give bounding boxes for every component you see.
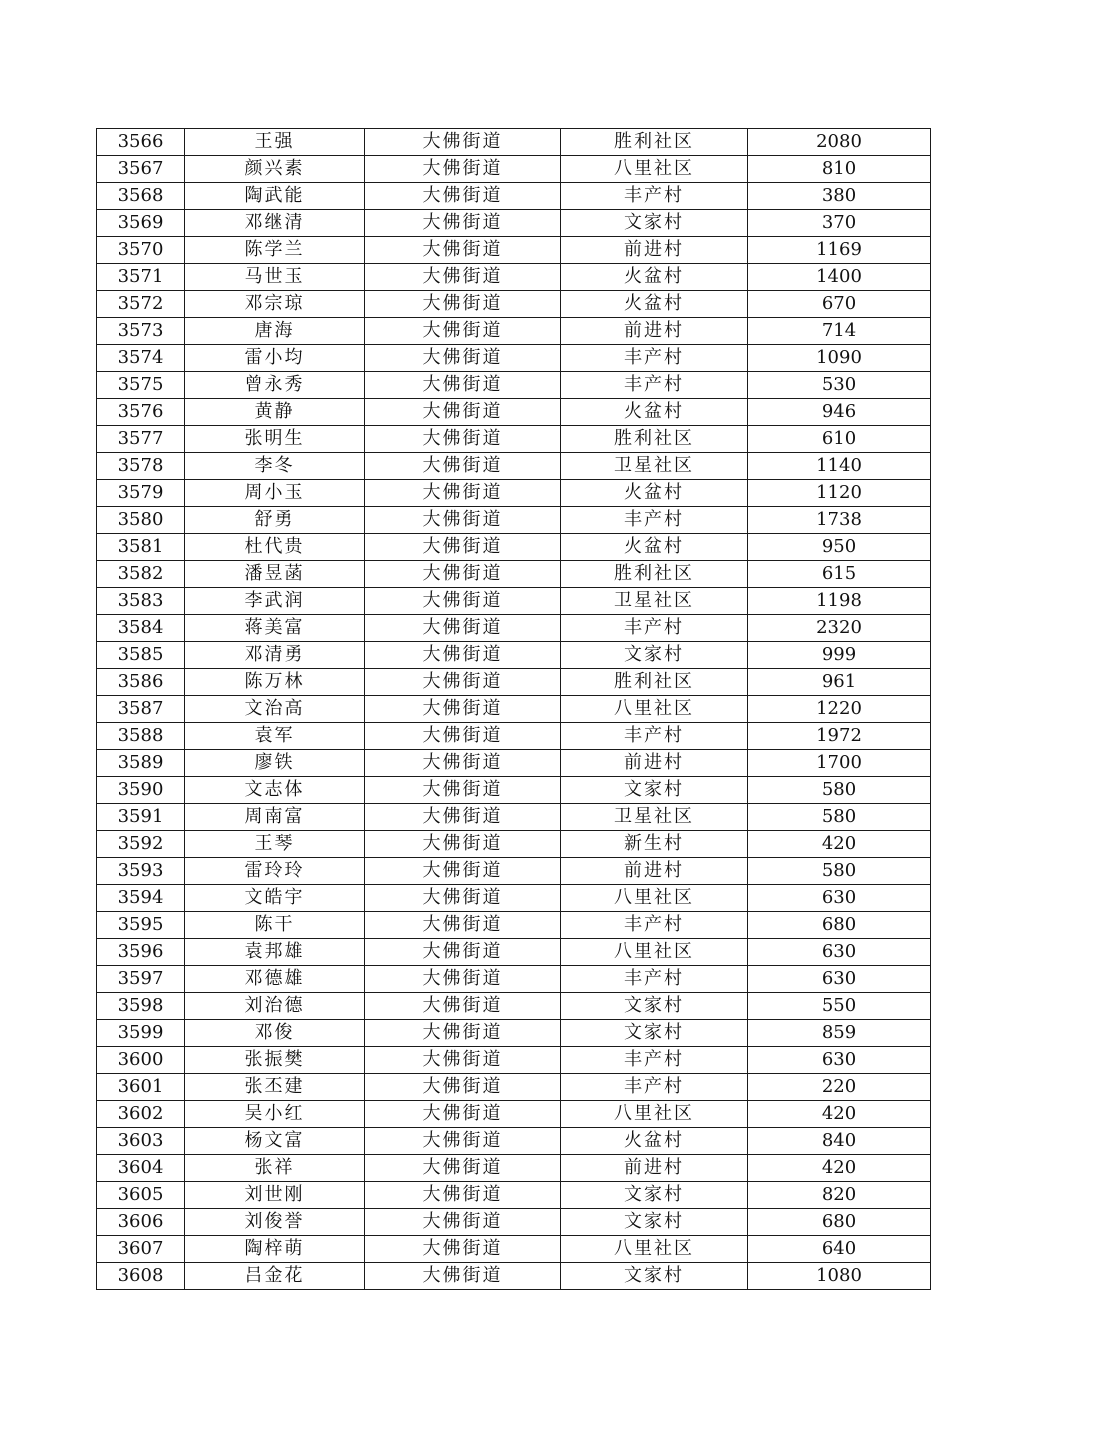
person-name-cell: 文志体 [185,777,365,804]
street-name-cell: 大佛街道 [365,1155,561,1182]
person-name-cell: 李武润 [185,588,365,615]
table-row [97,453,931,480]
amount-cell: 630 [748,1047,931,1074]
person-name-cell: 黄静 [185,399,365,426]
table-row [97,642,931,669]
amount-cell: 220 [748,1074,931,1101]
amount-cell: 1169 [748,237,931,264]
serial-number-cell: 3580 [97,507,185,534]
person-name-cell: 雷小均 [185,345,365,372]
serial-number-cell: 3566 [97,129,185,156]
street-name-cell: 大佛街道 [365,588,561,615]
street-name-cell: 大佛街道 [365,777,561,804]
person-name-cell: 刘世刚 [185,1182,365,1209]
community-name-cell: 胜利社区 [561,426,748,453]
community-name-cell: 八里社区 [561,885,748,912]
serial-number-cell: 3578 [97,453,185,480]
serial-number-cell: 3586 [97,669,185,696]
person-name-cell: 吕金花 [185,1263,365,1290]
serial-number-cell: 3606 [97,1209,185,1236]
community-name-cell: 八里社区 [561,156,748,183]
table-row [97,966,931,993]
table-row [97,237,931,264]
table-row [97,1155,931,1182]
community-name-cell: 前进村 [561,750,748,777]
community-name-cell: 文家村 [561,1020,748,1047]
table-row [97,372,931,399]
community-name-cell: 文家村 [561,1263,748,1290]
person-name-cell: 文皓宇 [185,885,365,912]
person-name-cell: 唐海 [185,318,365,345]
amount-cell: 420 [748,831,931,858]
person-name-cell: 曾永秀 [185,372,365,399]
person-name-cell: 刘俊誉 [185,1209,365,1236]
amount-cell: 550 [748,993,931,1020]
street-name-cell: 大佛街道 [365,912,561,939]
table-row [97,1236,931,1263]
amount-cell: 630 [748,966,931,993]
person-name-cell: 王琴 [185,831,365,858]
serial-number-cell: 3593 [97,858,185,885]
serial-number-cell: 3573 [97,318,185,345]
table-row [97,696,931,723]
serial-number-cell: 3590 [97,777,185,804]
table-row [97,1263,931,1290]
community-name-cell: 八里社区 [561,939,748,966]
serial-number-cell: 3594 [97,885,185,912]
table-row [97,183,931,210]
amount-cell: 530 [748,372,931,399]
person-name-cell: 陈万林 [185,669,365,696]
street-name-cell: 大佛街道 [365,696,561,723]
amount-cell: 580 [748,858,931,885]
amount-cell: 1220 [748,696,931,723]
street-name-cell: 大佛街道 [365,345,561,372]
community-name-cell: 前进村 [561,1155,748,1182]
person-name-cell: 邓继清 [185,210,365,237]
street-name-cell: 大佛街道 [365,399,561,426]
street-name-cell: 大佛街道 [365,453,561,480]
amount-cell: 859 [748,1020,931,1047]
table-row [97,291,931,318]
amount-cell: 420 [748,1101,931,1128]
street-name-cell: 大佛街道 [365,804,561,831]
table-row [97,534,931,561]
table-row [97,399,931,426]
street-name-cell: 大佛街道 [365,1047,561,1074]
amount-cell: 630 [748,885,931,912]
street-name-cell: 大佛街道 [365,561,561,588]
amount-cell: 640 [748,1236,931,1263]
street-name-cell: 大佛街道 [365,210,561,237]
community-name-cell: 新生村 [561,831,748,858]
community-name-cell: 胜利社区 [561,669,748,696]
serial-number-cell: 3587 [97,696,185,723]
amount-cell: 580 [748,804,931,831]
person-name-cell: 文治高 [185,696,365,723]
table-row [97,1101,931,1128]
table-row [97,210,931,237]
serial-number-cell: 3581 [97,534,185,561]
roster-table [96,128,931,1290]
person-name-cell: 张振樊 [185,1047,365,1074]
serial-number-cell: 3601 [97,1074,185,1101]
table-row [97,588,931,615]
amount-cell: 580 [748,777,931,804]
street-name-cell: 大佛街道 [365,480,561,507]
person-name-cell: 陶武能 [185,183,365,210]
table-row [97,1209,931,1236]
community-name-cell: 卫星社区 [561,453,748,480]
street-name-cell: 大佛街道 [365,1101,561,1128]
street-name-cell: 大佛街道 [365,1128,561,1155]
person-name-cell: 马世玉 [185,264,365,291]
amount-cell: 1972 [748,723,931,750]
community-name-cell: 丰产村 [561,1074,748,1101]
amount-cell: 680 [748,912,931,939]
street-name-cell: 大佛街道 [365,993,561,1020]
community-name-cell: 卫星社区 [561,588,748,615]
serial-number-cell: 3572 [97,291,185,318]
amount-cell: 999 [748,642,931,669]
serial-number-cell: 3568 [97,183,185,210]
amount-cell: 630 [748,939,931,966]
table-row [97,912,931,939]
street-name-cell: 大佛街道 [365,1209,561,1236]
serial-number-cell: 3571 [97,264,185,291]
amount-cell: 946 [748,399,931,426]
community-name-cell: 丰产村 [561,507,748,534]
serial-number-cell: 3607 [97,1236,185,1263]
street-name-cell: 大佛街道 [365,939,561,966]
serial-number-cell: 3577 [97,426,185,453]
serial-number-cell: 3600 [97,1047,185,1074]
serial-number-cell: 3598 [97,993,185,1020]
community-name-cell: 文家村 [561,1209,748,1236]
street-name-cell: 大佛街道 [365,1236,561,1263]
community-name-cell: 文家村 [561,210,748,237]
person-name-cell: 杜代贵 [185,534,365,561]
street-name-cell: 大佛街道 [365,291,561,318]
community-name-cell: 八里社区 [561,1101,748,1128]
community-name-cell: 前进村 [561,318,748,345]
person-name-cell: 袁邦雄 [185,939,365,966]
community-name-cell: 前进村 [561,858,748,885]
street-name-cell: 大佛街道 [365,534,561,561]
table-row [97,858,931,885]
person-name-cell: 张明生 [185,426,365,453]
serial-number-cell: 3570 [97,237,185,264]
table-row [97,750,931,777]
serial-number-cell: 3595 [97,912,185,939]
person-name-cell: 舒勇 [185,507,365,534]
community-name-cell: 文家村 [561,777,748,804]
serial-number-cell: 3589 [97,750,185,777]
community-name-cell: 丰产村 [561,723,748,750]
table-row [97,1182,931,1209]
table-row [97,345,931,372]
serial-number-cell: 3596 [97,939,185,966]
person-name-cell: 陶梓萌 [185,1236,365,1263]
table-row [97,1128,931,1155]
amount-cell: 615 [748,561,931,588]
table-row [97,804,931,831]
amount-cell: 370 [748,210,931,237]
street-name-cell: 大佛街道 [365,669,561,696]
serial-number-cell: 3604 [97,1155,185,1182]
person-name-cell: 周南富 [185,804,365,831]
table-row [97,426,931,453]
street-name-cell: 大佛街道 [365,129,561,156]
table-row [97,129,931,156]
street-name-cell: 大佛街道 [365,642,561,669]
community-name-cell: 丰产村 [561,345,748,372]
table-row [97,1074,931,1101]
street-name-cell: 大佛街道 [365,237,561,264]
community-name-cell: 火盆村 [561,534,748,561]
person-name-cell: 陈学兰 [185,237,365,264]
table-row [97,1047,931,1074]
amount-cell: 610 [748,426,931,453]
community-name-cell: 八里社区 [561,696,748,723]
table-row [97,1020,931,1047]
amount-cell: 1090 [748,345,931,372]
table-row [97,777,931,804]
person-name-cell: 李冬 [185,453,365,480]
community-name-cell: 文家村 [561,1182,748,1209]
serial-number-cell: 3591 [97,804,185,831]
table-row [97,993,931,1020]
person-name-cell: 蒋美富 [185,615,365,642]
serial-number-cell: 3567 [97,156,185,183]
street-name-cell: 大佛街道 [365,885,561,912]
person-name-cell: 杨文富 [185,1128,365,1155]
street-name-cell: 大佛街道 [365,264,561,291]
serial-number-cell: 3583 [97,588,185,615]
street-name-cell: 大佛街道 [365,615,561,642]
person-name-cell: 袁军 [185,723,365,750]
amount-cell: 1400 [748,264,931,291]
community-name-cell: 丰产村 [561,912,748,939]
community-name-cell: 卫星社区 [561,804,748,831]
table-row [97,480,931,507]
person-name-cell: 邓德雄 [185,966,365,993]
person-name-cell: 陈干 [185,912,365,939]
serial-number-cell: 3584 [97,615,185,642]
community-name-cell: 文家村 [561,642,748,669]
street-name-cell: 大佛街道 [365,318,561,345]
person-name-cell: 刘治德 [185,993,365,1020]
serial-number-cell: 3599 [97,1020,185,1047]
street-name-cell: 大佛街道 [365,426,561,453]
table-row [97,507,931,534]
person-name-cell: 邓清勇 [185,642,365,669]
street-name-cell: 大佛街道 [365,831,561,858]
community-name-cell: 八里社区 [561,1236,748,1263]
community-name-cell: 丰产村 [561,1047,748,1074]
amount-cell: 670 [748,291,931,318]
amount-cell: 1080 [748,1263,931,1290]
amount-cell: 680 [748,1209,931,1236]
community-name-cell: 胜利社区 [561,129,748,156]
serial-number-cell: 3569 [97,210,185,237]
amount-cell: 1120 [748,480,931,507]
amount-cell: 1738 [748,507,931,534]
amount-cell: 810 [748,156,931,183]
table-row [97,831,931,858]
serial-number-cell: 3585 [97,642,185,669]
amount-cell: 380 [748,183,931,210]
street-name-cell: 大佛街道 [365,183,561,210]
street-name-cell: 大佛街道 [365,1074,561,1101]
table-row [97,615,931,642]
community-name-cell: 火盆村 [561,264,748,291]
serial-number-cell: 3605 [97,1182,185,1209]
person-name-cell: 吴小红 [185,1101,365,1128]
serial-number-cell: 3582 [97,561,185,588]
street-name-cell: 大佛街道 [365,156,561,183]
serial-number-cell: 3574 [97,345,185,372]
street-name-cell: 大佛街道 [365,858,561,885]
amount-cell: 420 [748,1155,931,1182]
street-name-cell: 大佛街道 [365,1182,561,1209]
amount-cell: 1140 [748,453,931,480]
person-name-cell: 张丕建 [185,1074,365,1101]
community-name-cell: 胜利社区 [561,561,748,588]
amount-cell: 961 [748,669,931,696]
roster-table-body [97,129,931,1290]
person-name-cell: 周小玉 [185,480,365,507]
street-name-cell: 大佛街道 [365,507,561,534]
serial-number-cell: 3576 [97,399,185,426]
person-name-cell: 邓俊 [185,1020,365,1047]
person-name-cell: 张祥 [185,1155,365,1182]
community-name-cell: 丰产村 [561,615,748,642]
community-name-cell: 丰产村 [561,183,748,210]
table-row [97,885,931,912]
street-name-cell: 大佛街道 [365,723,561,750]
community-name-cell: 火盆村 [561,399,748,426]
serial-number-cell: 3608 [97,1263,185,1290]
table-row [97,264,931,291]
street-name-cell: 大佛街道 [365,1263,561,1290]
person-name-cell: 邓宗琼 [185,291,365,318]
serial-number-cell: 3579 [97,480,185,507]
person-name-cell: 雷玲玲 [185,858,365,885]
serial-number-cell: 3603 [97,1128,185,1155]
amount-cell: 2320 [748,615,931,642]
amount-cell: 1198 [748,588,931,615]
serial-number-cell: 3597 [97,966,185,993]
table-row [97,939,931,966]
street-name-cell: 大佛街道 [365,372,561,399]
table-row [97,156,931,183]
person-name-cell: 颜兴素 [185,156,365,183]
amount-cell: 2080 [748,129,931,156]
community-name-cell: 丰产村 [561,966,748,993]
community-name-cell: 丰产村 [561,372,748,399]
serial-number-cell: 3588 [97,723,185,750]
street-name-cell: 大佛街道 [365,750,561,777]
person-name-cell: 王强 [185,129,365,156]
serial-number-cell: 3592 [97,831,185,858]
community-name-cell: 文家村 [561,993,748,1020]
table-row [97,669,931,696]
community-name-cell: 火盆村 [561,480,748,507]
street-name-cell: 大佛街道 [365,1020,561,1047]
serial-number-cell: 3575 [97,372,185,399]
amount-cell: 950 [748,534,931,561]
street-name-cell: 大佛街道 [365,966,561,993]
amount-cell: 820 [748,1182,931,1209]
table-row [97,318,931,345]
amount-cell: 840 [748,1128,931,1155]
person-name-cell: 廖铁 [185,750,365,777]
serial-number-cell: 3602 [97,1101,185,1128]
table-row [97,561,931,588]
community-name-cell: 火盆村 [561,291,748,318]
amount-cell: 714 [748,318,931,345]
amount-cell: 1700 [748,750,931,777]
community-name-cell: 火盆村 [561,1128,748,1155]
community-name-cell: 前进村 [561,237,748,264]
table-row [97,723,931,750]
person-name-cell: 潘昱菡 [185,561,365,588]
